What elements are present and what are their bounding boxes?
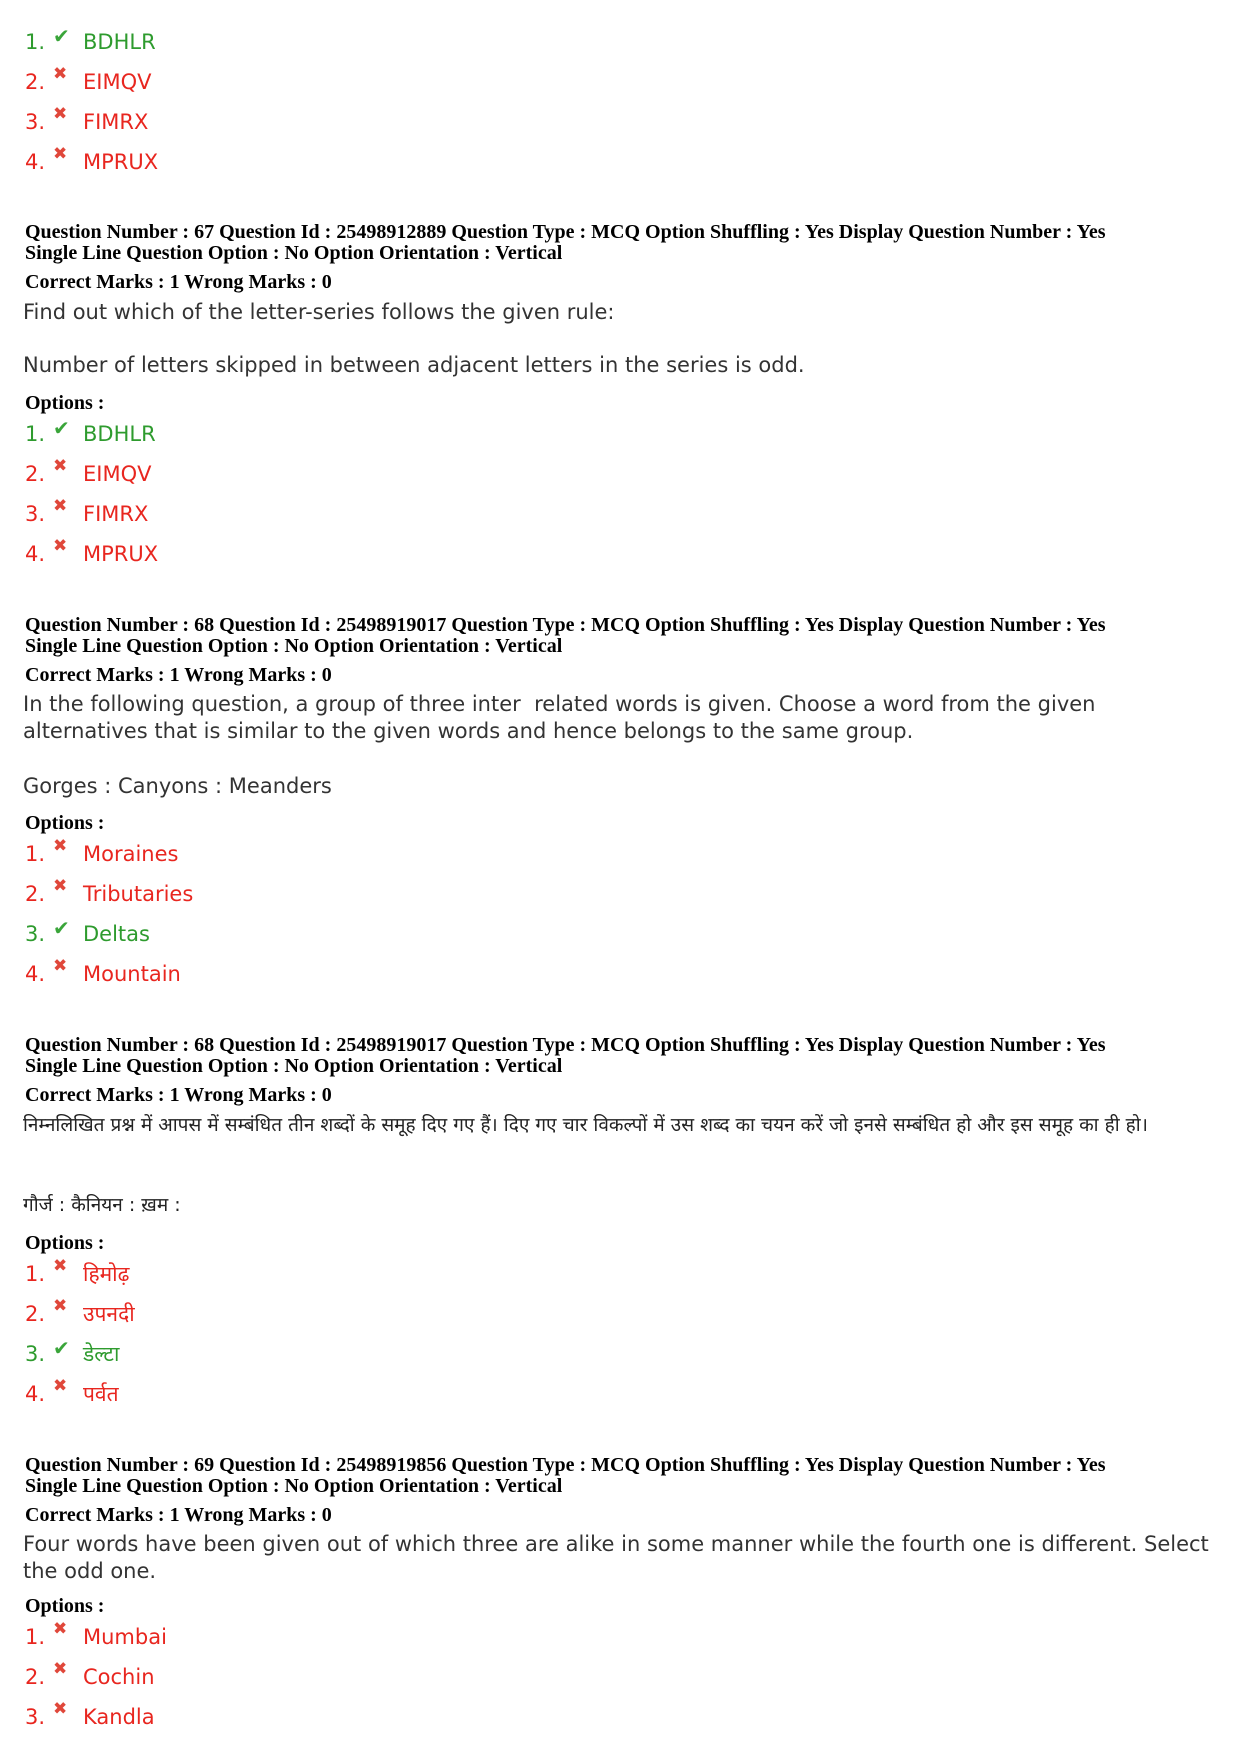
- option-item: [25, 1621, 167, 1653]
- options-label: Options :: [25, 1595, 105, 1617]
- option-number: 3.: [25, 1342, 46, 1366]
- question-meta-line-2: Single Line Question Option : No Option Orientation : Vertical: [25, 242, 563, 264]
- option-text: MPRUX: [83, 150, 159, 174]
- option-item: [25, 146, 158, 178]
- option-number: 2.: [25, 1665, 46, 1689]
- check-icon: ✔: [53, 416, 70, 440]
- option-number: 4.: [25, 1382, 46, 1406]
- option-item: [25, 958, 181, 990]
- cross-icon: ✖: [53, 836, 68, 856]
- option-text: Cochin: [83, 1665, 155, 1689]
- cross-icon: ✖: [53, 1619, 68, 1639]
- option-item: [25, 26, 156, 58]
- option-number: 1.: [25, 842, 46, 866]
- question-text: निम्नलिखित प्रश्न में आपस में सम्बंधित तीन शब्दों के समूह दिए गए हैं। दिए गए चार विकल्पों में उस शब्द का चयन करें जो इनसे सम्बंधित हो और इस समूह का ही हो।: [23, 1114, 1148, 1136]
- option-text: EIMQV: [83, 70, 152, 94]
- option-item: [25, 1661, 155, 1693]
- check-icon: ✔: [53, 1336, 70, 1360]
- option-number: 3.: [25, 502, 46, 526]
- option-item: [25, 458, 151, 490]
- option-item: [25, 1298, 135, 1330]
- option-number: 3.: [25, 110, 46, 134]
- option-text: पर्वत: [83, 1382, 119, 1406]
- question-meta-line-1: Question Number : 67 Question Id : 25498912889 Question Type : MCQ Option Shuffling : Yes Display Question Number : Yes: [25, 221, 1106, 243]
- option-text: Mumbai: [83, 1625, 167, 1649]
- question-meta-line-1: Question Number : 69 Question Id : 25498919856 Question Type : MCQ Option Shuffling : Yes Display Question Number : Yes: [25, 1454, 1106, 1476]
- cross-icon: ✖: [53, 1699, 68, 1719]
- question-meta-line-1: Question Number : 68 Question Id : 25498919017 Question Type : MCQ Option Shuffling : Yes Display Question Number : Yes: [25, 614, 1106, 636]
- option-number: 4.: [25, 542, 46, 566]
- check-icon: ✔: [53, 24, 70, 48]
- option-text: MPRUX: [83, 542, 159, 566]
- option-item: [25, 1701, 155, 1733]
- question-meta-line-2: Single Line Question Option : No Option Orientation : Vertical: [25, 635, 563, 657]
- option-number: 2.: [25, 882, 46, 906]
- options-label: Options :: [25, 812, 105, 834]
- option-number: 3.: [25, 1705, 46, 1729]
- cross-icon: ✖: [53, 1296, 68, 1316]
- cross-icon: ✖: [53, 956, 68, 976]
- check-icon: ✔: [53, 916, 70, 940]
- option-item: [25, 918, 150, 950]
- cross-icon: ✖: [53, 536, 68, 556]
- cross-icon: ✖: [53, 456, 68, 476]
- option-text: Deltas: [83, 922, 150, 946]
- option-item: [25, 878, 193, 910]
- option-item: [25, 538, 158, 570]
- option-text: Mountain: [83, 962, 181, 986]
- option-number: 4.: [25, 150, 46, 174]
- question-meta-line-1: Question Number : 68 Question Id : 25498919017 Question Type : MCQ Option Shuffling : Yes Display Question Number : Yes: [25, 1034, 1106, 1056]
- option-item: [25, 1338, 119, 1370]
- cross-icon: ✖: [53, 496, 68, 516]
- option-text: डेल्टा: [83, 1342, 120, 1366]
- question-marks: Correct Marks : 1 Wrong Marks : 0: [25, 1084, 332, 1106]
- option-item: [25, 66, 151, 98]
- option-number: 1.: [25, 30, 46, 54]
- option-item: [25, 1378, 119, 1410]
- question-text: In the following question, a group of three inter related words is given. Choose a word from the given alternatives that is similar to the given words and hence belongs to the same group.: [23, 692, 1103, 743]
- option-text: हिमोढ़: [83, 1262, 130, 1286]
- option-number: 2.: [25, 70, 46, 94]
- option-item: [25, 106, 148, 138]
- cross-icon: ✖: [53, 104, 68, 124]
- question-meta-line-2: Single Line Question Option : No Option Orientation : Vertical: [25, 1055, 563, 1077]
- option-number: 2.: [25, 1302, 46, 1326]
- option-text: उपनदी: [83, 1302, 135, 1326]
- question-meta-line-2: Single Line Question Option : No Option Orientation : Vertical: [25, 1475, 563, 1497]
- option-item: [25, 498, 148, 530]
- question-text: Four words have been given out of which three are alike in some manner while the fourth one is different. Select the odd one.: [23, 1532, 1216, 1583]
- option-item: [25, 1258, 129, 1290]
- option-text: Tributaries: [83, 882, 194, 906]
- options-label: Options :: [25, 1232, 105, 1254]
- question-rule: Number of letters skipped in between adjacent letters in the series is odd.: [23, 353, 805, 377]
- cross-icon: ✖: [53, 876, 68, 896]
- options-label: Options :: [25, 392, 105, 414]
- question-marks: Correct Marks : 1 Wrong Marks : 0: [25, 271, 332, 293]
- cross-icon: ✖: [53, 1659, 68, 1679]
- option-text: FIMRX: [83, 110, 149, 134]
- cross-icon: ✖: [53, 1256, 68, 1276]
- option-number: 1.: [25, 422, 46, 446]
- question-marks: Correct Marks : 1 Wrong Marks : 0: [25, 664, 332, 686]
- option-text: EIMQV: [83, 462, 152, 486]
- option-text: FIMRX: [83, 502, 149, 526]
- option-text: BDHLR: [83, 422, 156, 446]
- question-words: गौर्ज : कैनियन : ख़म :: [23, 1194, 181, 1216]
- question-text: Find out which of the letter-series follows the given rule:: [23, 300, 615, 324]
- option-item: [25, 838, 178, 870]
- option-item: [25, 418, 156, 450]
- cross-icon: ✖: [53, 64, 68, 84]
- cross-icon: ✖: [53, 144, 68, 164]
- option-number: 1.: [25, 1625, 46, 1649]
- question-words: Gorges : Canyons : Meanders: [23, 774, 332, 798]
- option-number: 3.: [25, 922, 46, 946]
- option-text: Kandla: [83, 1705, 155, 1729]
- question-marks: Correct Marks : 1 Wrong Marks : 0: [25, 1504, 332, 1526]
- option-number: 1.: [25, 1262, 46, 1286]
- option-number: 4.: [25, 962, 46, 986]
- option-text: Moraines: [83, 842, 179, 866]
- option-text: BDHLR: [83, 30, 156, 54]
- cross-icon: ✖: [53, 1376, 68, 1396]
- option-number: 2.: [25, 462, 46, 486]
